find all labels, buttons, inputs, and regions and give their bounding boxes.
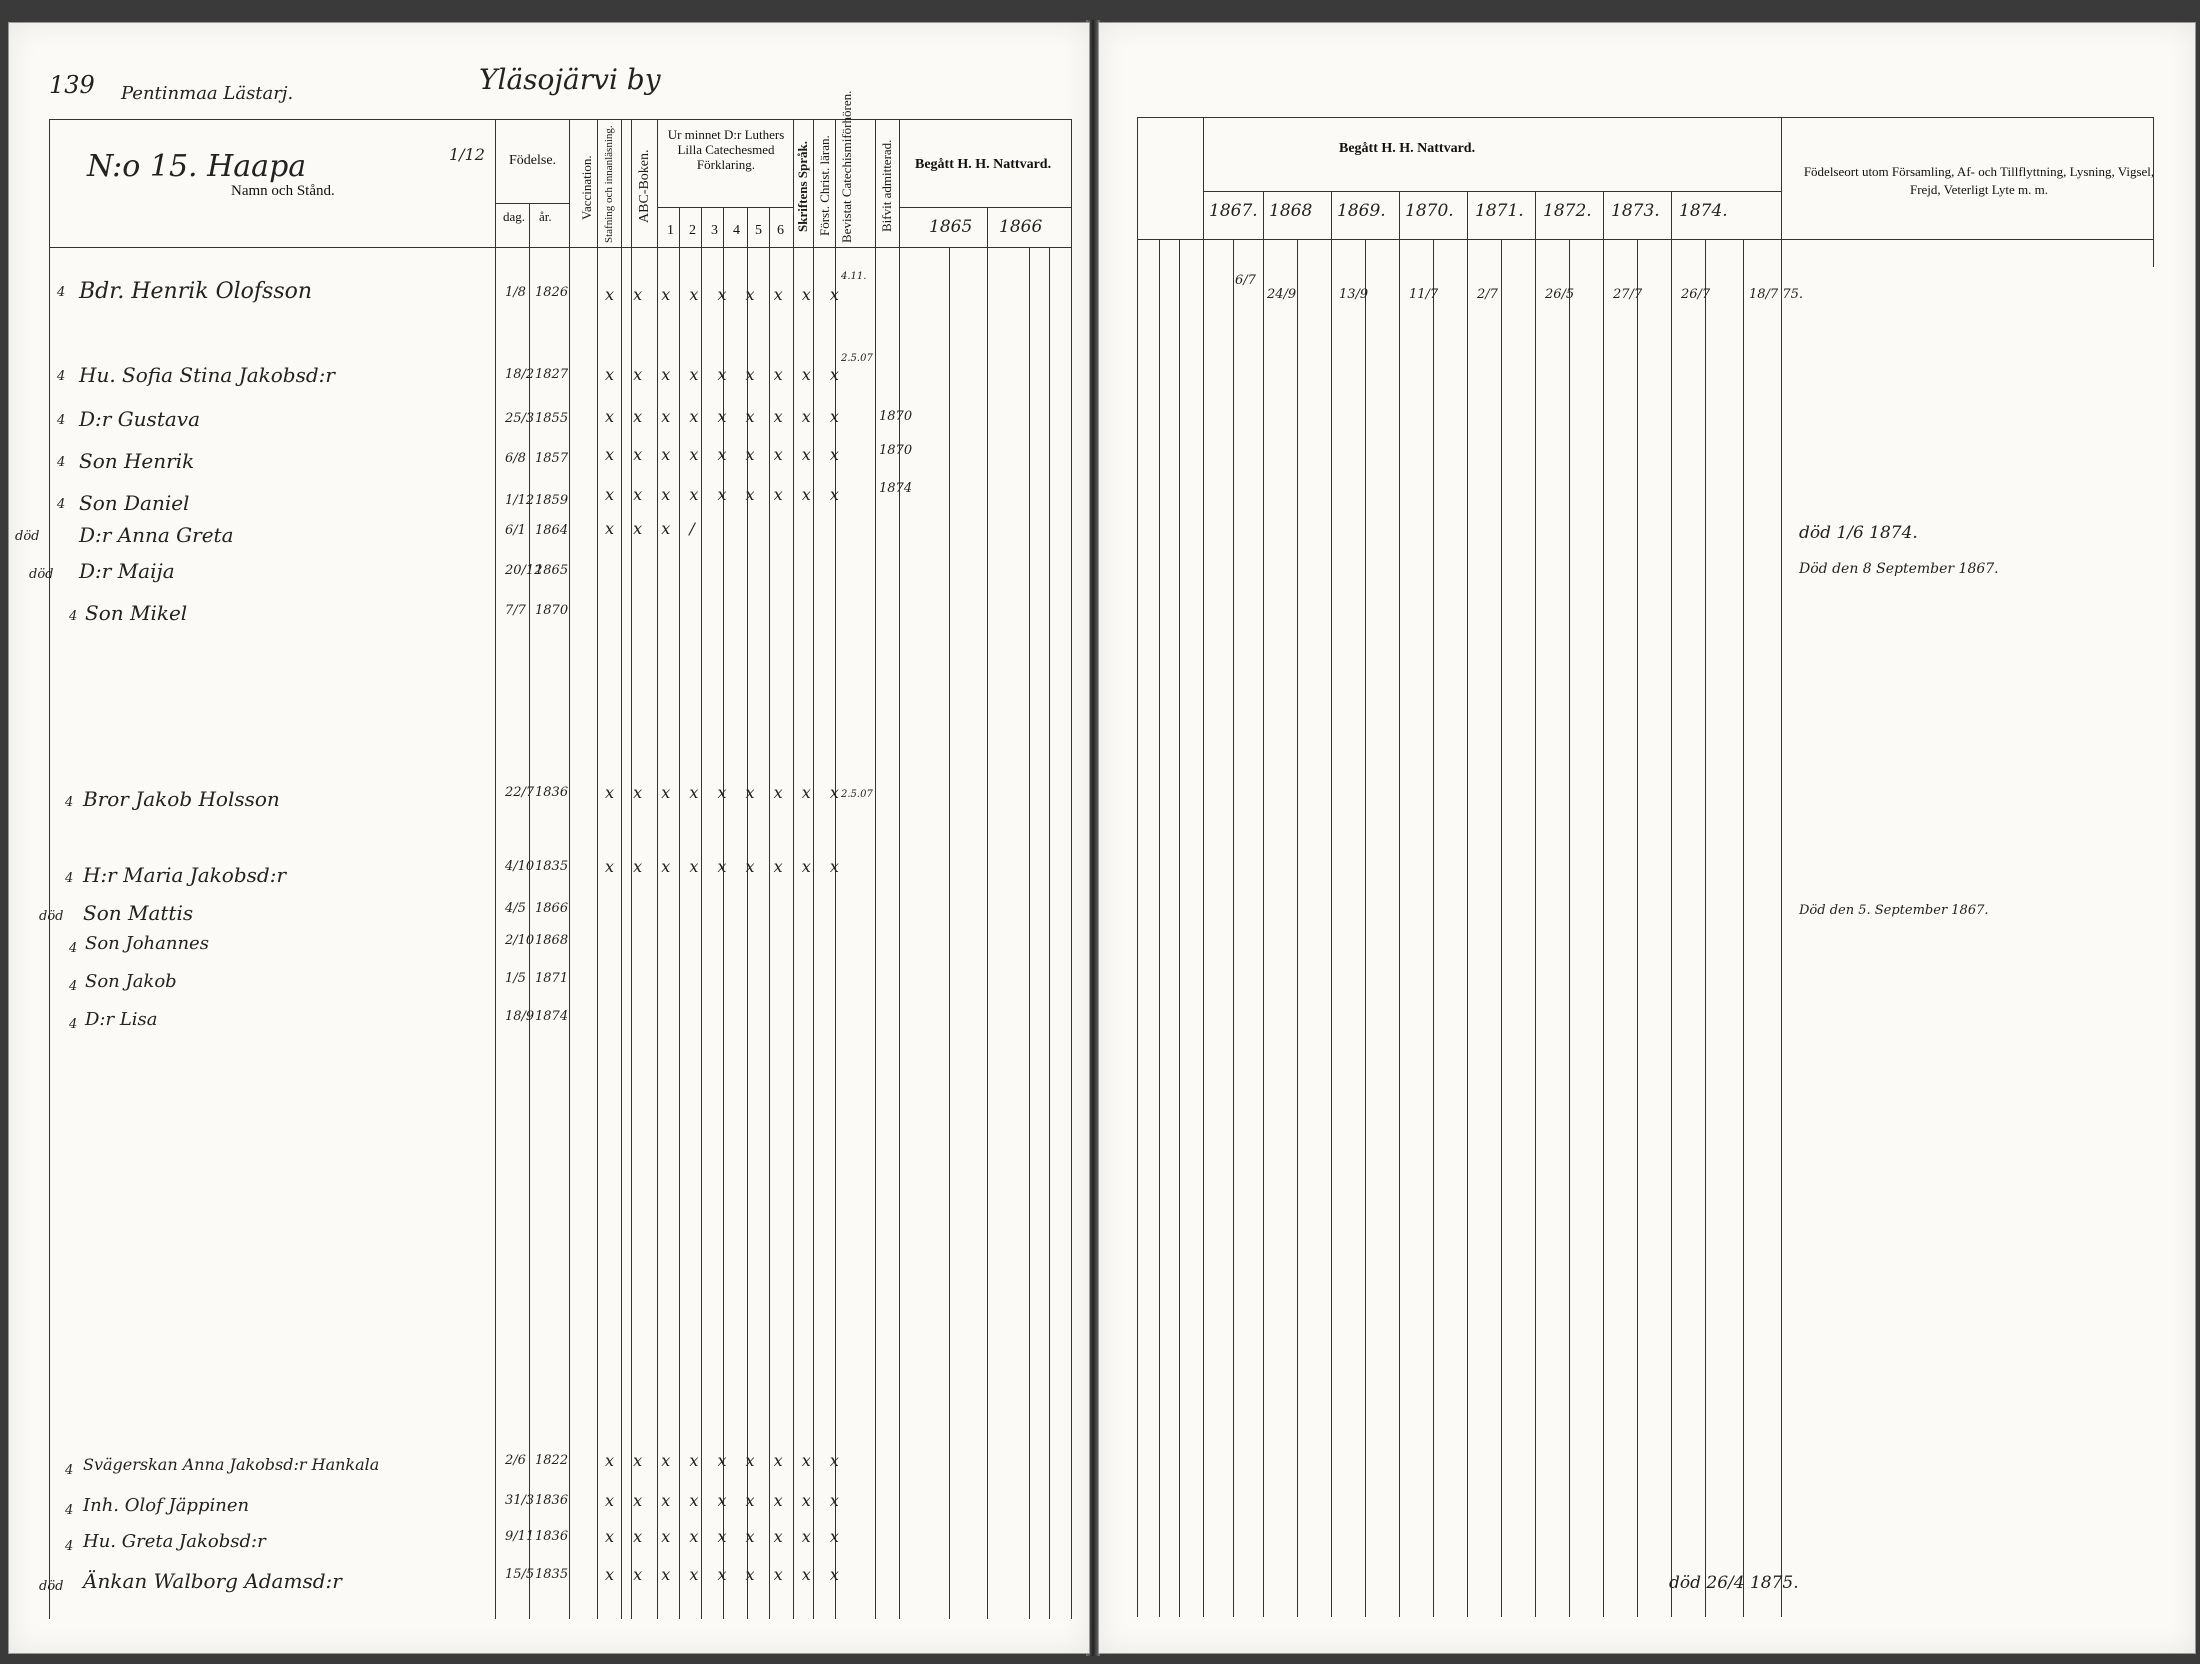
skrift-header: Skriftens Språk. (795, 140, 810, 232)
row-year: 1826 (535, 285, 569, 300)
row-year: 1827 (535, 367, 569, 382)
row-name: Änkan Walborg Adamsd:r (83, 1569, 342, 1593)
row-year: 1874 (535, 1009, 569, 1024)
household-fraction: 1/12 (449, 145, 485, 164)
row-year: 1836 (535, 1529, 569, 1544)
row-year: 1864 (535, 523, 569, 538)
year-1872: 1872. (1543, 201, 1592, 221)
header-bottom-line (49, 247, 1071, 248)
left-page: 139 Pentinmaa Lästarj. Yläsojärvi by N:o 15. Haapa 1/12 Namn och Stånd. Födelse. dag. år. Vaccination. Stafning och innanläsning. ABC-Boken. Ur minnet D:r Luthers Lilla Catechesmed Förklaring. 1 2 3 4 5 6 Skriftens Språk. Först. Christ. läran. Bevistat Catechismiförhören. Bifvit admitterad. Begått H. H. Nattvard. 1865 1866 4 Bdr. Henrik Olofsson 1/8 1826 x x x x x x x x x 4 Hu. Sofia Stina Jakobsd:r 18/2 1827 x x x x x x x x x 4 D:r Gustava 25/3 1855 x x x x x x x x x 4 Son Henrik 6/8 1857 x x x x x x x x x 4 Son Daniel 1/12 1859 x x x x x x x x x död D:r Anna Greta 6/1 1864 x x x / död D:r Maija 20/12 1865 4 Son Mikel 7/7 1870 4 Bror Jakob Holsson 22/7 1836 x x x x x x x x x 4 H:r Maria Jakobsd:r 4/10 1835 x x x x x x x x x död Son Mattis 4/5 1866 4 Son Johannes 2/10 1868 4 Son Jakob 1/5 1871 4 D:r Lisa 18/9 1874 4 Svägerskan Anna Jakobsd:r Hankala 2/6 1822 x x x x x x x x x 4 Inh. Olof Jäppinen 31/3 1836 x x x x x x x x x 4 Hu. Greta Jakobsd:r 9/11 1836 x x x x x x x x x död Änkan Walborg Adamsd:r 15/5 1835 x x x x x x x x x 4.11. 2.5.07 2.5.07 1870 1870 1874 (8, 22, 1090, 1654)
row-name: Son Daniel (79, 491, 190, 515)
annotation: 2.5.07 (841, 789, 873, 800)
row-name: Hu. Greta Jakobsd:r (83, 1531, 266, 1552)
row-year: 1857 (535, 451, 569, 466)
year-1870: 1870. (1405, 201, 1454, 221)
birth-split-line (495, 203, 569, 204)
communion-date: 11/7 (1409, 287, 1439, 302)
col-line (1535, 191, 1536, 1617)
row-name: Son Johannes (85, 933, 209, 954)
annotation: 1874 (879, 481, 913, 496)
row-marks: x x x x x x x x x (605, 365, 846, 384)
row-marks: x x x x x x x x x (605, 1527, 846, 1546)
annotation: 1870 (879, 443, 913, 458)
col-line (1049, 247, 1050, 1619)
table-top-line (1137, 117, 2153, 118)
row-day: 22/7 (505, 785, 535, 800)
row-marks: x x x x x x x x x (605, 485, 846, 504)
row-day: 9/11 (505, 1529, 535, 1544)
col-line (1297, 239, 1298, 1617)
village-title: Yläsojärvi by (479, 63, 661, 96)
communion-date: 18/7 75. (1749, 287, 1803, 302)
year-1874: 1874. (1679, 201, 1728, 221)
page-subtitle: Pentinmaa Lästarj. (121, 83, 294, 104)
row-day: 7/7 (505, 603, 526, 618)
year-1873: 1873. (1611, 201, 1660, 221)
row-name: Son Mikel (85, 601, 188, 625)
year-1867: 1867. (1209, 201, 1258, 221)
luther-split-line (657, 207, 793, 208)
row-day: 15/5 (505, 1567, 535, 1582)
luther-header: Ur minnet D:r Luthers Lilla Catechesmed Förklaring. (667, 127, 785, 172)
row-marks: x x x x x x x x x (605, 1565, 846, 1584)
row-year: 1836 (535, 785, 569, 800)
row-marks: x x x x x x x x x (605, 285, 846, 304)
row-year: 1866 (535, 901, 569, 916)
row-marks: x x x x x x x x x (605, 1451, 846, 1470)
page-number: 139 (49, 71, 95, 99)
col-line (1399, 191, 1400, 1617)
year-1869: 1869. (1337, 201, 1386, 221)
row-name: D:r Anna Greta (79, 523, 234, 547)
col-line (1331, 191, 1332, 1617)
table-top-line (49, 119, 1071, 120)
row-name: D:r Gustava (79, 407, 200, 431)
row-year: 1855 (535, 411, 569, 426)
natt-header-left: Begått H. H. Nattvard. (915, 157, 1052, 172)
row-year: 1859 (535, 493, 569, 508)
col-line (1203, 117, 1204, 1617)
luther-col-2: 2 (689, 223, 696, 238)
col-line (949, 247, 950, 1619)
annotation: 1870 (879, 409, 913, 424)
col-line (987, 207, 988, 1619)
remark-item: död 1/6 1874. (1799, 523, 1918, 543)
row-marks: x x x x x x x x x (605, 407, 846, 426)
day-header: dag. (503, 209, 526, 224)
row-year: 1835 (535, 859, 569, 874)
communion-date: 26/7 (1681, 287, 1711, 302)
row-marks: x x x x x x x x x (605, 445, 846, 464)
remark-item: Död den 5. September 1867. (1799, 903, 1989, 918)
header-bottom-line (1137, 239, 2153, 240)
col-line (899, 119, 900, 1619)
col-line (1159, 239, 1160, 1617)
row-name: D:r Maija (79, 559, 175, 583)
household-title: N:o 15. Haapa (87, 149, 307, 184)
col-line (1365, 239, 1366, 1617)
natt-split-line (899, 207, 1071, 208)
row-name: Hu. Sofia Stina Jakobsd:r (79, 363, 335, 387)
bevistat-header: Bevistat Catechismiförhören. (839, 90, 854, 243)
row-day: 1/5 (505, 971, 526, 986)
col-line (569, 119, 570, 1619)
row-marks: x x x x x x x x x (605, 1491, 846, 1510)
col-line (1637, 239, 1638, 1617)
row-day: 1/8 (505, 285, 526, 300)
col-line (1233, 239, 1234, 1617)
row-day: 2/10 (505, 933, 535, 948)
year-1865: 1865 (929, 217, 973, 237)
year-1866: 1866 (999, 217, 1043, 237)
year-header: år. (539, 209, 552, 224)
row-day: 20/12 (505, 563, 543, 578)
abc-header: ABC-Boken. (637, 149, 652, 223)
col-line (1433, 239, 1434, 1617)
annotation: 4.11. (841, 271, 867, 282)
col-line (1179, 239, 1180, 1617)
col-line (2153, 117, 2154, 267)
col-line (1137, 117, 1138, 1617)
communion-date: 6/7 (1235, 273, 1256, 288)
vaccination-header: Vaccination. (579, 155, 594, 221)
col-line (597, 119, 598, 1619)
communion-date: 26/5 (1545, 287, 1575, 302)
row-day: 1/12 (505, 493, 535, 508)
row-name: Bror Jakob Holsson (83, 787, 280, 811)
annotation: 2.5.07 (841, 353, 873, 364)
row-year: 1865 (535, 563, 569, 578)
right-page (1098, 22, 2196, 1654)
bifvit-header: Bifvit admitterad. (879, 139, 894, 233)
row-year: 1836 (535, 1493, 569, 1508)
forst-header: Först. Christ. läran. (817, 135, 832, 237)
row-day: 18/9 (505, 1009, 535, 1024)
year-1871: 1871. (1475, 201, 1524, 221)
reading-header: Stafning och innanläsning. (603, 125, 615, 243)
row-day: 4/10 (505, 859, 535, 874)
col-line (1029, 247, 1030, 1619)
table-right-border (1071, 119, 1072, 1619)
row-year: 1868 (535, 933, 569, 948)
col-line (1671, 191, 1672, 1617)
row-name: H:r Maria Jakobsd:r (83, 863, 287, 887)
row-name: Inh. Olof Jäppinen (83, 1495, 250, 1516)
col-line (1501, 239, 1502, 1617)
row-name: Bdr. Henrik Olofsson (79, 279, 313, 304)
luther-col-6: 6 (777, 223, 784, 238)
row-day: 18/2 (505, 367, 535, 382)
row-name: Son Mattis (83, 901, 194, 925)
remark-item: död 26/4 1875. (1669, 1573, 1799, 1593)
col-line (1705, 239, 1706, 1617)
row-name: Son Henrik (79, 449, 195, 473)
col-line (1263, 191, 1264, 1617)
communion-date: 24/9 (1267, 287, 1297, 302)
remarks-header: Födelseort utom Församling, Af- och Tillflyttning, Lysning, Vigsel, Frejd, Veterligt Lyte m. m. (1803, 164, 2155, 197)
communion-date: 27/7 (1613, 287, 1643, 302)
col-line (1743, 239, 1744, 1617)
communion-date: 13/9 (1339, 287, 1369, 302)
col-line (1781, 117, 1782, 1617)
luther-col-5: 5 (755, 223, 762, 238)
col-line (495, 119, 496, 1619)
natt-split-line (1203, 191, 1781, 192)
row-year: 1822 (535, 1453, 569, 1468)
row-year: 1870 (535, 603, 569, 618)
col-line (1603, 191, 1604, 1617)
row-year: 1835 (535, 1567, 569, 1582)
communion-date: 2/7 (1477, 287, 1498, 302)
row-marks: x x x x x x x x x (605, 783, 846, 802)
col-line (875, 119, 876, 1619)
luther-col-3: 3 (711, 223, 718, 238)
row-year: 1871 (535, 971, 569, 986)
col-line (1467, 191, 1468, 1617)
row-day: 4/5 (505, 901, 526, 916)
year-1868: 1868 (1269, 201, 1313, 221)
row-day: 31/3 (505, 1493, 535, 1508)
row-day: 25/3 (505, 411, 535, 426)
remark-item: Död den 8 September 1867. (1799, 561, 1999, 577)
row-day: 6/8 (505, 451, 526, 466)
row-day: 2/6 (505, 1453, 526, 1468)
row-marks: x x x / (605, 519, 702, 538)
row-day: 6/1 (505, 523, 526, 538)
luther-col-1: 1 (667, 223, 674, 238)
luther-col-4: 4 (733, 223, 740, 238)
col-line (1569, 239, 1570, 1617)
natt-header-right: Begått H. H. Nattvard. (1339, 141, 1476, 156)
row-name: Svägerskan Anna Jakobsd:r Hankala (83, 1455, 380, 1474)
row-name: D:r Lisa (85, 1009, 158, 1030)
birth-header: Födelse. (509, 153, 557, 168)
name-header: Namn och Stånd. (231, 183, 335, 199)
row-name: Son Jakob (85, 971, 177, 992)
row-marks: x x x x x x x x x (605, 857, 846, 876)
table-left-border (49, 119, 50, 1619)
